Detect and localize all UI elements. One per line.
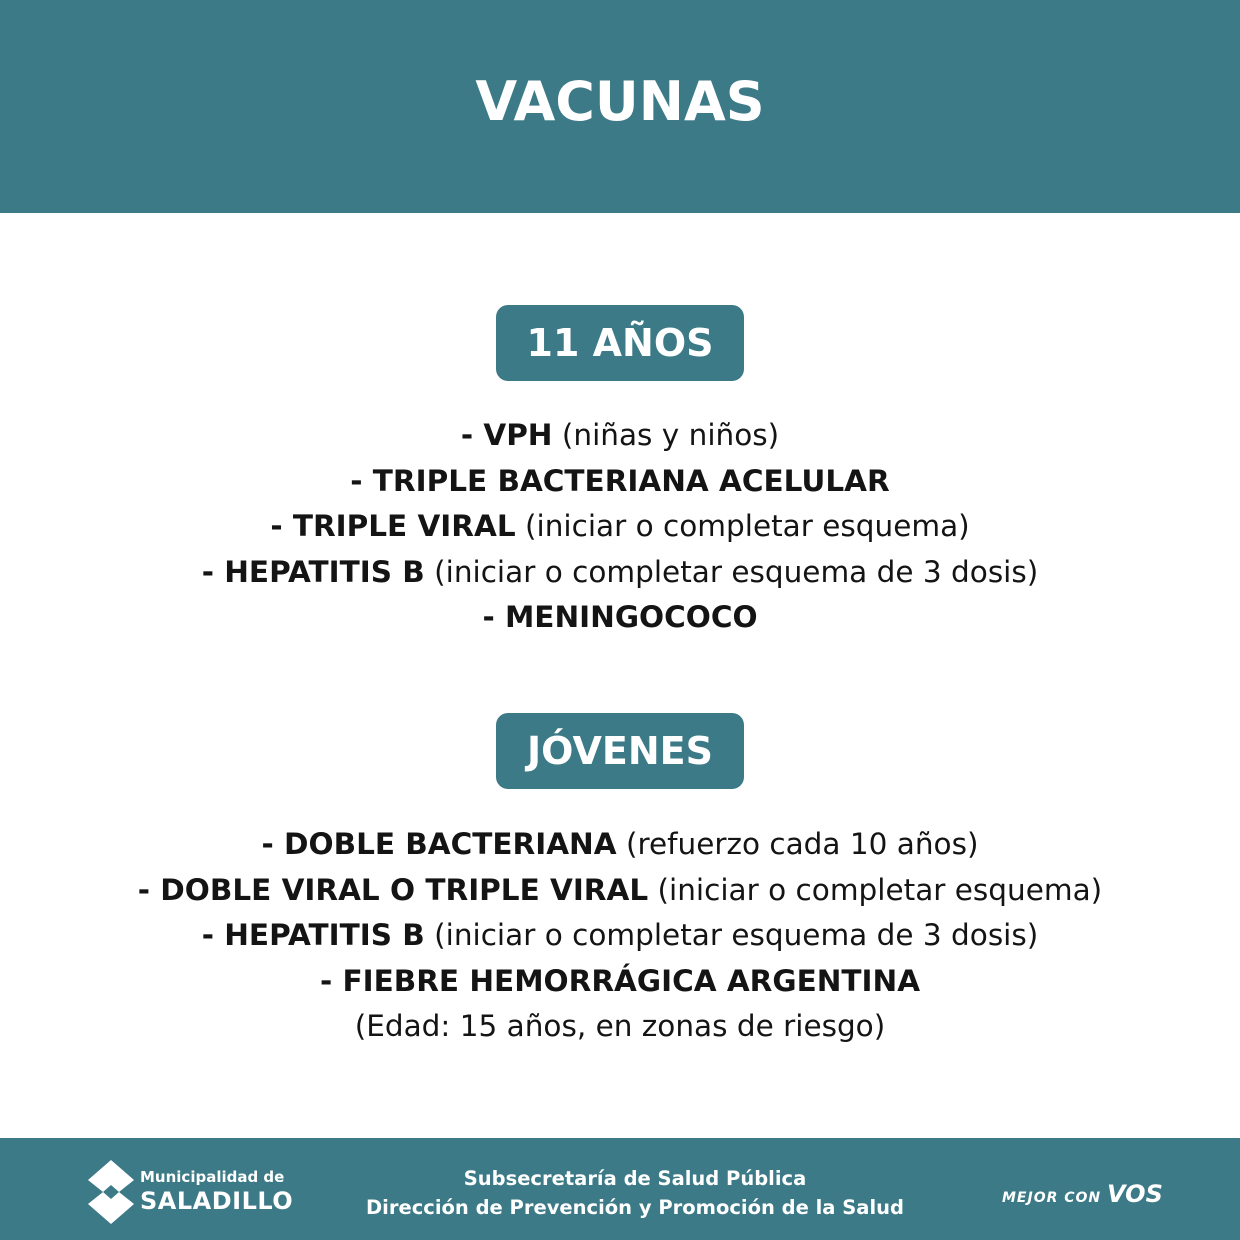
municipality-wordmark xyxy=(140,1170,293,1213)
vaccine-note: (iniciar o completar esquema) xyxy=(648,872,1103,907)
vaccine-name: - VPH xyxy=(460,418,553,452)
list-item xyxy=(0,822,1240,868)
vaccine-note: (iniciar o completar esquema de 3 dosis) xyxy=(424,918,1039,952)
vaccine-note: (iniciar o completar esquema) xyxy=(515,509,970,543)
vaccine-note: (niñas y niños) xyxy=(552,418,780,452)
slogan-prefix: MEJOR CON xyxy=(1002,1190,1108,1206)
footer-credits xyxy=(300,1164,970,1222)
vaccine-name: - HEPATITIS B xyxy=(201,918,425,952)
footer-banner xyxy=(0,1138,1240,1240)
vaccine-name: - FIEBRE HEMORRÁGICA ARGENTINA xyxy=(319,963,921,998)
vaccine-name: - MENINGOCOCO xyxy=(482,600,758,634)
vaccine-list-jovenes xyxy=(0,822,1240,1050)
vaccine-list-11-anos xyxy=(0,413,1240,641)
vaccine-name: - DOBLE VIRAL O TRIPLE VIRAL xyxy=(137,872,649,907)
section-badge-jovenes: JÓVENES xyxy=(496,713,744,789)
age-note: (Edad: 15 años, en zonas de riesgo) xyxy=(354,1009,886,1043)
page-title: VACUNAS xyxy=(475,70,765,133)
saladillo-logo-icon xyxy=(86,1158,136,1226)
subsecretaria-text: Subsecretaría de Salud Pública xyxy=(463,1167,807,1190)
vaccine-name: - HEPATITIS B xyxy=(201,554,425,589)
list-item xyxy=(0,413,1240,459)
vaccine-note: (iniciar o completar esquema de 3 dosis) xyxy=(424,554,1039,589)
municipality-label: Municipalidad de xyxy=(140,1168,285,1186)
list-item xyxy=(0,913,1240,959)
list-item xyxy=(0,868,1240,914)
slogan xyxy=(1002,1180,1163,1208)
list-item xyxy=(0,595,1240,641)
municipality-name: SALADILLO xyxy=(140,1187,294,1215)
vaccine-name: - TRIPLE VIRAL xyxy=(270,509,516,543)
list-item xyxy=(0,959,1240,1005)
vaccine-name: - DOBLE BACTERIANA xyxy=(261,827,617,861)
vaccine-name: - TRIPLE BACTERIANA ACELULAR xyxy=(350,463,890,498)
header-banner xyxy=(0,0,1240,213)
direccion-text: Dirección de Prevención y Promoción de la Salud xyxy=(366,1196,904,1219)
slogan-emphasis: VOS xyxy=(1107,1180,1163,1208)
list-item xyxy=(0,459,1240,505)
vaccine-note: (refuerzo cada 10 años) xyxy=(616,827,979,861)
section-badge-11-anos: 11 AÑOS xyxy=(496,305,744,381)
list-item xyxy=(0,550,1240,596)
list-item xyxy=(0,504,1240,550)
